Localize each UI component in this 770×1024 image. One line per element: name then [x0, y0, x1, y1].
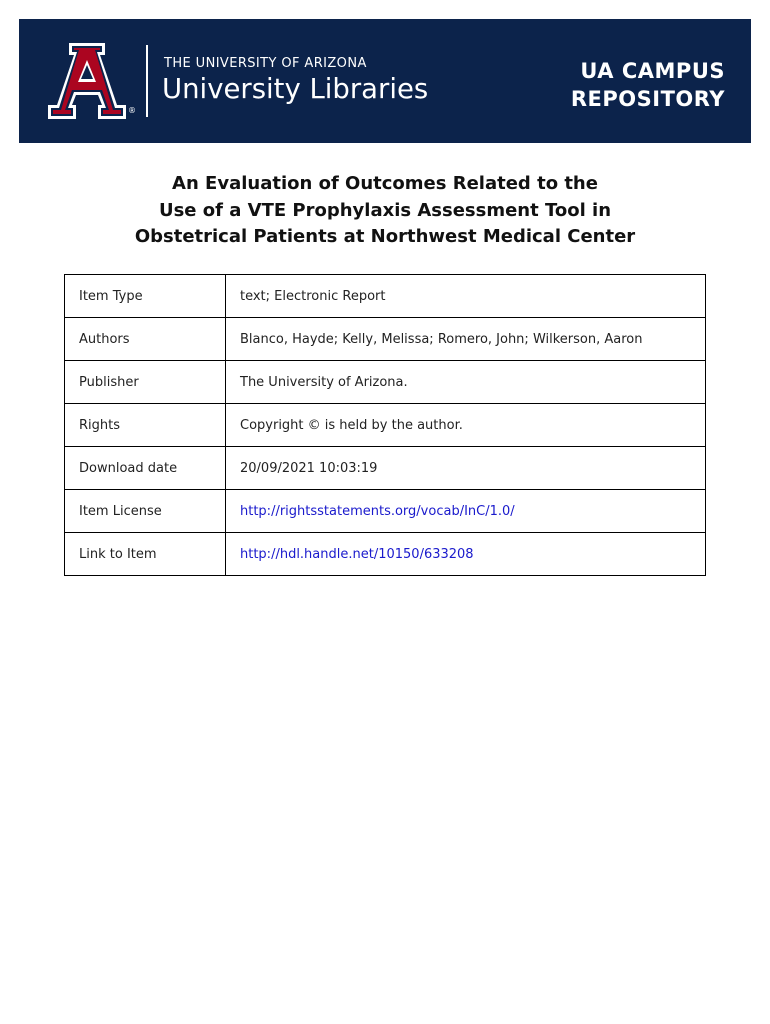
metadata-row-publisher [65, 361, 706, 404]
metadata-label: Publisher [65, 361, 226, 404]
metadata-label: Item Type [65, 275, 226, 318]
metadata-label: Rights [65, 404, 226, 447]
metadata-value: Copyright © is held by the author. [226, 404, 706, 447]
metadata-value: 20/09/2021 10:03:19 [226, 447, 706, 490]
registered-trademark-mark: ® [128, 106, 136, 115]
metadata-value: The University of Arizona. [226, 361, 706, 404]
metadata-label: Download date [65, 447, 226, 490]
repository-label-line1: UA CAMPUS [580, 59, 725, 83]
metadata-value: text; Electronic Report [226, 275, 706, 318]
item-handle-link[interactable]: http://hdl.handle.net/10150/633208 [240, 546, 474, 562]
metadata-row-authors [65, 318, 706, 361]
university-block-a-logo[interactable] [43, 43, 131, 119]
title-line: Obstetrical Patients at Northwest Medical Center [134, 226, 636, 247]
header-divider [146, 45, 148, 117]
metadata-label: Authors [65, 318, 226, 361]
metadata-value-cell [226, 490, 706, 533]
document-title [40, 171, 730, 251]
metadata-row-item-type [65, 275, 706, 318]
metadata-value: Blanco, Hayde; Kelly, Melissa; Romero, John; Wilkerson, Aaron [226, 318, 706, 361]
metadata-label: Link to Item [65, 533, 226, 576]
metadata-row-rights [65, 404, 706, 447]
title-line: An Evaluation of Outcomes Related to the [172, 173, 598, 194]
title-line: Use of a VTE Prophylaxis Assessment Tool in [158, 199, 612, 221]
repository-label[interactable] [555, 57, 725, 113]
metadata-row-download-date [65, 447, 706, 490]
library-name[interactable]: University Libraries [162, 73, 429, 105]
metadata-label: Item License [65, 490, 226, 533]
item-license-link[interactable]: http://rightsstatements.org/vocab/InC/1.0/ [240, 503, 515, 519]
institution-name: THE UNIVERSITY OF ARIZONA [164, 56, 367, 71]
repository-label-line2: REPOSITORY [570, 87, 725, 111]
metadata-table [64, 274, 706, 576]
metadata-row-link-to-item [65, 533, 706, 576]
metadata-row-item-license [65, 490, 706, 533]
header-banner [19, 19, 751, 143]
metadata-value-cell [226, 533, 706, 576]
